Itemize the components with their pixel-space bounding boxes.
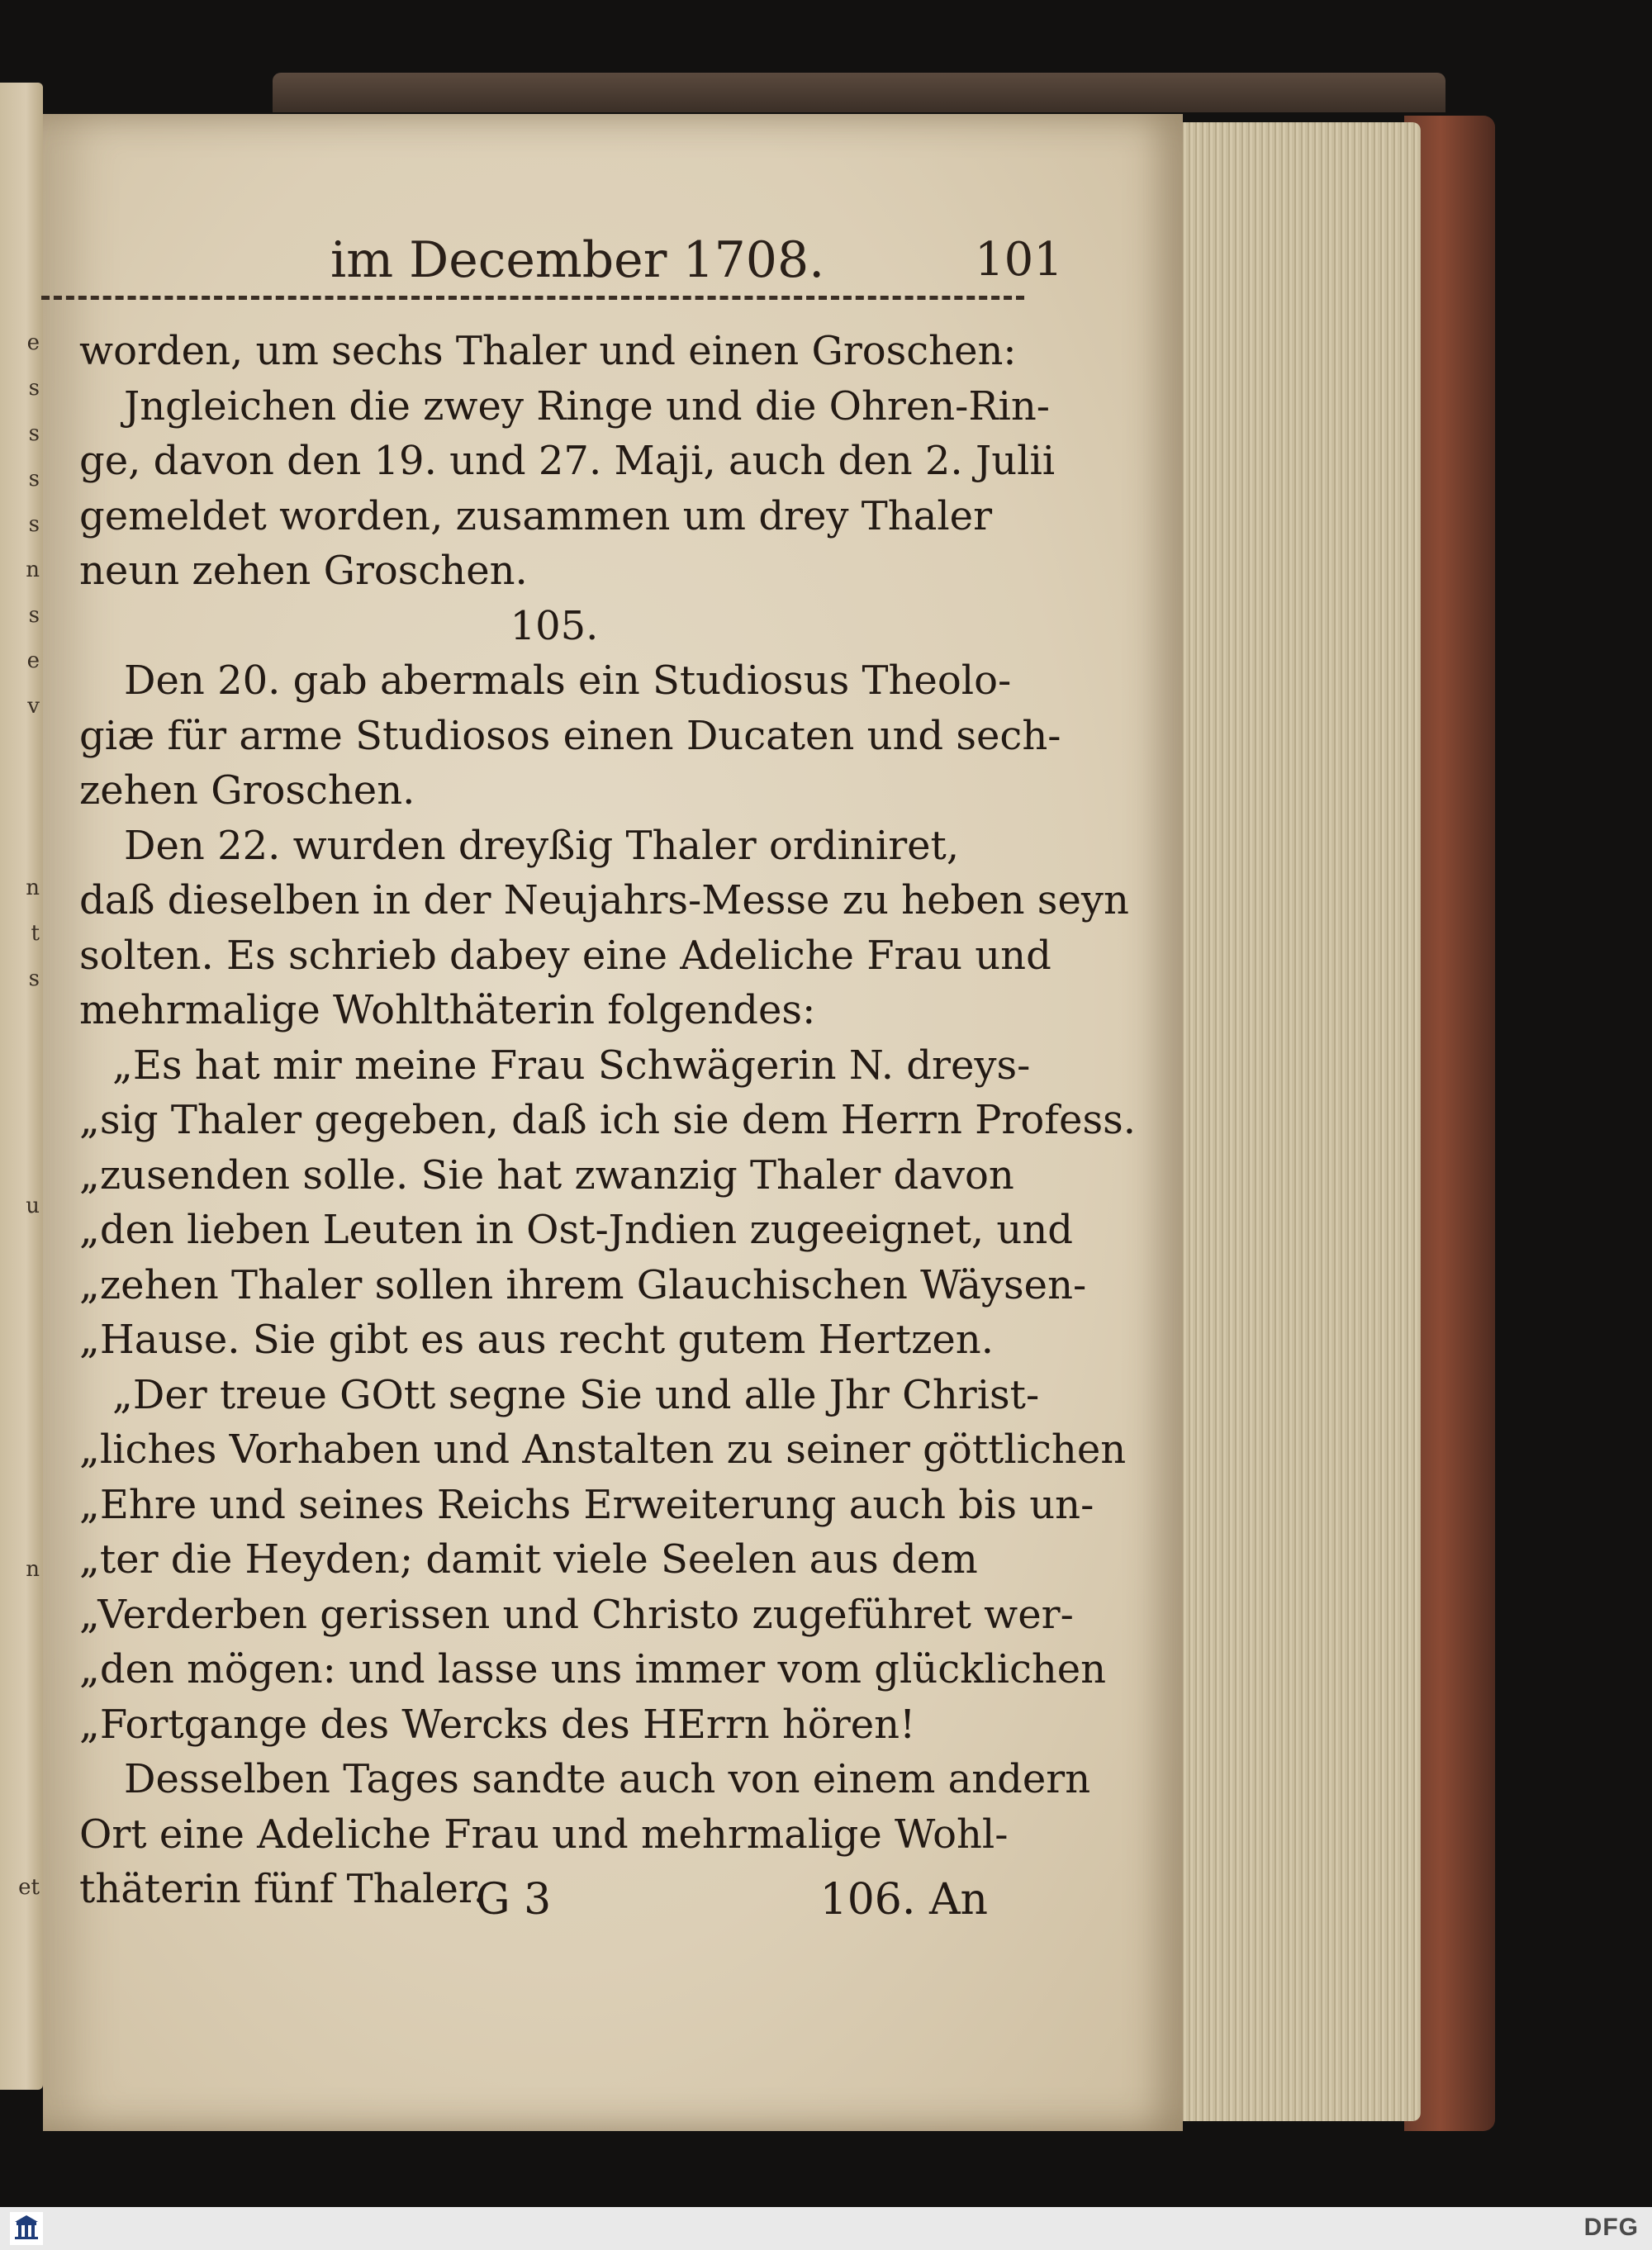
previous-page-fragment: et (18, 1875, 40, 1900)
text-line: gemeldet worden, zusammen um drey Thaler (79, 492, 993, 539)
text-line: Den 22. wurden dreyßig Thaler ordiniret, (124, 822, 960, 869)
catchword: 106. An (819, 1875, 988, 1925)
previous-page-fragment: s (28, 603, 40, 628)
page-edges (1173, 122, 1421, 2121)
previous-page-fragment: s (28, 467, 40, 491)
previous-page-fragment: s (28, 966, 40, 991)
text-line: „den lieben Leuten in Ost-Jndien zugeeignet, und (79, 1207, 1073, 1253)
previous-page-fragment: e (26, 648, 40, 673)
text-line: „liches Vorhaben und Anstalten zu seiner göttlichen (79, 1426, 1127, 1473)
text-line: Jngleichen die zwey Ringe und die Ohren-Rin- (124, 382, 1050, 430)
page-footer (79, 1875, 1029, 1941)
signature-mark: G 3 (476, 1875, 552, 1925)
text-line: giæ für arme Studiosos einen Ducaten und sech- (79, 712, 1061, 759)
previous-page-fragment: n (26, 558, 40, 582)
viewer-footer-bar (0, 2207, 1652, 2250)
text-line: worden, um sechs Thaler und einen Groschen: (79, 328, 1017, 374)
page-number: 101 (975, 233, 1063, 287)
previous-page-fragment: n (26, 876, 40, 900)
previous-page-fragment: u (26, 1194, 40, 1218)
text-line: „Ehre und seines Reichs Erweiterung auch bis un- (79, 1481, 1094, 1528)
text-line: „Der treue GOtt segne Sie und alle Jhr Christ- (112, 1371, 1040, 1418)
text-line: Ort eine Adeliche Frau und mehrmalige Wohl- (79, 1811, 1009, 1858)
text-line: solten. Es schrieb dabey eine Adeliche Frau und (79, 932, 1051, 979)
text-line: thäterin fünf Thaler. (79, 1866, 486, 1912)
text-line: „zehen Thaler sollen ihrem Glauchischen Wäysen- (79, 1261, 1087, 1308)
text-line: mehrmalige Wohlthäterin folgendes: (79, 987, 816, 1033)
previous-page-fragment: n (26, 1557, 40, 1582)
text-line: „Verderben gerissen und Christo zugeführet wer- (79, 1591, 1074, 1638)
text-line: „Hause. Sie gibt es aus recht gutem Hertzen. (79, 1317, 994, 1363)
previous-page-fragment: s (28, 421, 40, 446)
text-line: zehen Groschen. (79, 767, 415, 814)
library-logo-icon (10, 2212, 43, 2245)
header-rule (41, 296, 1024, 300)
text-line: neun zehen Groschen. (79, 548, 528, 594)
text-line: „ter die Heyden; damit viele Seelen aus dem (79, 1536, 978, 1583)
previous-page-edge (0, 83, 43, 2090)
text-line: „zusenden solle. Sie hat zwanzig Thaler davon (79, 1151, 1014, 1199)
previous-page-fragment: v (27, 694, 40, 719)
dfg-logo: DFG (1583, 2214, 1639, 2241)
previous-page-fragment: s (28, 376, 40, 401)
text-line: „sig Thaler gegeben, daß ich sie dem Herrn Profess. (79, 1097, 1136, 1143)
book-cover-top (273, 73, 1446, 112)
text-line: ge, davon den 19. und 27. Maji, auch den 2. Julii (79, 438, 1056, 484)
entry-number: 105. (510, 602, 599, 649)
text-line: „Es hat mir meine Frau Schwägerin N. dreys- (112, 1042, 1031, 1089)
text-line: Den 20. gab abermals ein Studiosus Theolo- (124, 657, 1012, 704)
previous-page-fragment: e (26, 330, 40, 355)
previous-page-fragment: s (28, 512, 40, 537)
page-header (40, 116, 1031, 190)
text-line: daß dieselben in der Neujahrs-Messe zu heben seyn (79, 877, 1129, 923)
text-line: „Fortgange des Wercks des HErrn hören! (79, 1701, 916, 1748)
previous-page-fragment: t (31, 921, 40, 946)
text-line: „den mögen: und lasse uns immer vom glücklichen (79, 1646, 1107, 1692)
body-text (79, 324, 1136, 1917)
running-title: im December 1708. (330, 231, 825, 289)
text-line: Desselben Tages sandte auch von einem andern (124, 1756, 1091, 1802)
